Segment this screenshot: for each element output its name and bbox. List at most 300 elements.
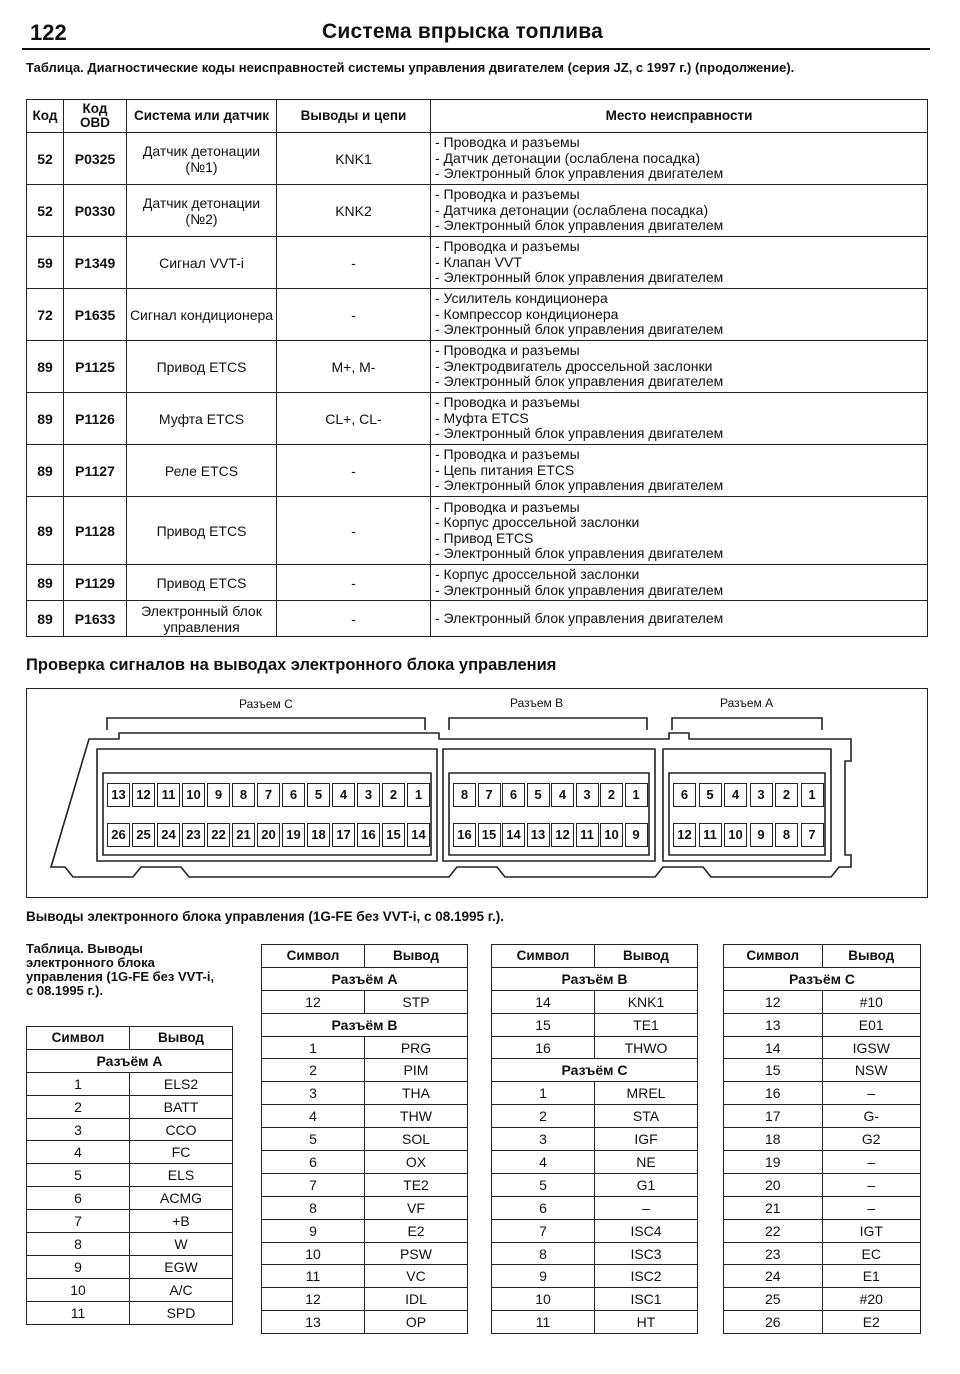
pin-symbol: 6 — [27, 1187, 130, 1210]
pin-table-3 — [491, 944, 698, 1334]
bracket-b — [449, 718, 647, 730]
pin-symbol: 4 — [262, 1105, 365, 1128]
pin-symbol: 21 — [724, 1196, 823, 1219]
location-line: - Цепь питания ETCS — [435, 461, 575, 478]
pin-symbol: 2 — [27, 1095, 130, 1118]
pin-output: OP — [365, 1311, 468, 1334]
pin-row — [492, 1151, 698, 1174]
pin-output: ELS — [130, 1164, 233, 1187]
diag-row — [27, 445, 928, 497]
col-pins: Выводы и цепи — [277, 100, 431, 133]
pin-output: VC — [365, 1265, 468, 1288]
pin-symbol: 12 — [262, 990, 365, 1013]
col-system: Система или датчик — [127, 100, 277, 133]
pin-output: MREL — [595, 1082, 698, 1105]
connector-b-pin: 8 — [453, 783, 476, 807]
pin-row — [724, 1036, 921, 1059]
pin-symbol: 9 — [492, 1265, 595, 1288]
diag-code: 52 — [27, 133, 64, 185]
connector-a-pin: 12 — [673, 823, 696, 847]
connector-c-pin: 16 — [357, 823, 380, 847]
pin-output: STP — [365, 990, 468, 1013]
connector-b-pin: 11 — [576, 823, 599, 847]
diag-pins: - — [277, 289, 431, 341]
pin-col-pin: Вывод — [822, 945, 921, 968]
connector-b-pin: 7 — [478, 783, 501, 807]
connector-a-pin: 7 — [801, 823, 824, 847]
location-line: - Проводка и разъемы — [435, 342, 580, 359]
pin-row — [724, 1173, 921, 1196]
pin-symbol: 11 — [27, 1301, 130, 1324]
connector-c-pin: 13 — [107, 783, 130, 807]
pin-output: E01 — [822, 1013, 921, 1036]
location-line: - Электронный блок управления двигателем — [435, 321, 724, 338]
diag-row — [27, 185, 928, 237]
diag-pins: - — [277, 601, 431, 637]
pin-symbol: 12 — [262, 1288, 365, 1311]
pin-section-row — [262, 967, 468, 990]
diag-code: 89 — [27, 497, 64, 565]
diag-table-caption: Таблица. Диагностические коды неисправностей системы управления двигателем (серия JZ, с 1997 г.) (продолжение). — [26, 60, 795, 75]
pin-output: EGW — [130, 1255, 233, 1278]
diag-system: Привод ETCS — [127, 497, 277, 565]
pin-symbol: 10 — [262, 1242, 365, 1265]
pin-symbol: 17 — [724, 1105, 823, 1128]
pin-symbol: 20 — [724, 1173, 823, 1196]
pin-table-4 — [723, 944, 921, 1334]
pin-row — [492, 1219, 698, 1242]
connector-a-pin: 3 — [750, 783, 773, 807]
connector-a-pin: 1 — [801, 783, 824, 807]
diag-obd: P0330 — [64, 185, 127, 237]
pin-row — [262, 1219, 468, 1242]
connector-c-pin: 19 — [282, 823, 305, 847]
pin-section-row — [492, 967, 698, 990]
pin-row — [724, 1105, 921, 1128]
col-location: Место неисправности — [431, 100, 928, 133]
pin-output: TE1 — [595, 1013, 698, 1036]
diag-system: Датчик детонации (№2) — [127, 185, 277, 237]
diag-code: 59 — [27, 237, 64, 289]
pin-symbol: 5 — [492, 1173, 595, 1196]
pin-table-2 — [261, 944, 468, 1334]
pin-row — [492, 1036, 698, 1059]
pin-row — [724, 1288, 921, 1311]
location-line: - Проводка и разъемы — [435, 134, 580, 151]
diag-system: Муфта ETCS — [127, 393, 277, 445]
pin-symbol: 7 — [262, 1173, 365, 1196]
connector-c-pin: 24 — [157, 823, 180, 847]
pin-output: ELS2 — [130, 1072, 233, 1095]
pin-output: A/C — [130, 1278, 233, 1301]
pin-symbol: 3 — [262, 1082, 365, 1105]
connector-c-pin: 5 — [307, 783, 330, 807]
pin-output: W — [130, 1233, 233, 1256]
pin-section-label: Разъём С — [724, 967, 921, 990]
pin-symbol: 9 — [262, 1219, 365, 1242]
connector-c-pin: 14 — [407, 823, 430, 847]
page-number: 122 — [30, 20, 67, 45]
pin-symbol: 1 — [492, 1082, 595, 1105]
connector-a-pin: 5 — [699, 783, 722, 807]
pin-symbol: 16 — [724, 1082, 823, 1105]
pin-symbol: 19 — [724, 1151, 823, 1174]
pin-row — [262, 1059, 468, 1082]
pin-row — [27, 1187, 233, 1210]
location-line: - Электронный блок управления двигателем — [435, 477, 724, 494]
pin-row — [262, 1036, 468, 1059]
pin-row — [27, 1118, 233, 1141]
figure-caption: Выводы электронного блока управления (1G-FE без VVT-i, с 08.1995 г.). — [26, 909, 505, 924]
pin-row — [27, 1072, 233, 1095]
connector-c-pin: 1 — [407, 783, 430, 807]
pin-output: IGSW — [822, 1036, 921, 1059]
pin-table-header — [492, 945, 698, 968]
connector-c-pin: 3 — [357, 783, 380, 807]
pin-row — [492, 1311, 698, 1334]
location-line: - Проводка и разъемы — [435, 498, 580, 515]
pin-row — [27, 1095, 233, 1118]
pin-output: G- — [822, 1105, 921, 1128]
pin-symbol: 13 — [262, 1311, 365, 1334]
diag-row — [27, 565, 928, 601]
diag-location — [431, 341, 928, 393]
pin-output: – — [822, 1196, 921, 1219]
pin-row — [262, 1242, 468, 1265]
pin-row — [492, 1288, 698, 1311]
pin-col-pin: Вывод — [365, 945, 468, 968]
connector-a-label: Разъем А — [720, 696, 774, 710]
location-line: - Проводка и разъемы — [435, 238, 580, 255]
connector-c-pin: 10 — [182, 783, 205, 807]
diag-location — [431, 289, 928, 341]
location-line: - Проводка и разъемы — [435, 186, 580, 203]
pin-output: OX — [365, 1151, 468, 1174]
diag-obd: P1126 — [64, 393, 127, 445]
location-line: - Муфта ETCS — [435, 409, 529, 426]
pin-section-label: Разъём В — [492, 967, 698, 990]
location-line: - Компрессор кондиционера — [435, 305, 619, 322]
section-title: Проверка сигналов на выводах электронного блока управления — [26, 656, 557, 674]
pin-output: E2 — [822, 1311, 921, 1334]
diag-row — [27, 341, 928, 393]
pin-output: PRG — [365, 1036, 468, 1059]
pin-row — [262, 1173, 468, 1196]
diag-pins: KNK1 — [277, 133, 431, 185]
connector-c-pin: 2 — [382, 783, 405, 807]
diag-obd: P1633 — [64, 601, 127, 637]
pin-symbol: 22 — [724, 1219, 823, 1242]
pin-row — [262, 1311, 468, 1334]
connector-b-pin: 12 — [551, 823, 574, 847]
connector-b-pin: 15 — [478, 823, 501, 847]
connector-c-pin: 21 — [232, 823, 255, 847]
diag-header-row — [27, 100, 928, 133]
connector-b-pin: 1 — [625, 783, 648, 807]
pin-output: ISC3 — [595, 1242, 698, 1265]
diag-pins: - — [277, 237, 431, 289]
pin-symbol: 8 — [27, 1233, 130, 1256]
location-line: - Датчик детонации (ослаблена посадка) — [435, 149, 701, 166]
pin-row — [724, 1196, 921, 1219]
diag-system: Датчик детонации (№1) — [127, 133, 277, 185]
pin-symbol: 26 — [724, 1311, 823, 1334]
pin-output: – — [822, 1082, 921, 1105]
diag-location — [431, 497, 928, 565]
connector-c-pin: 4 — [332, 783, 355, 807]
pin-table-header — [724, 945, 921, 968]
diag-location — [431, 445, 928, 497]
diag-location — [431, 133, 928, 185]
pin-col-symbol: Символ — [27, 1027, 130, 1050]
pin-row — [492, 1265, 698, 1288]
pin-section-row — [262, 1013, 468, 1036]
pin-row — [262, 1128, 468, 1151]
pin-output: – — [822, 1173, 921, 1196]
connector-c-pin: 11 — [157, 783, 180, 807]
pin-row — [492, 1105, 698, 1128]
diag-obd: P0325 — [64, 133, 127, 185]
pin-output: BATT — [130, 1095, 233, 1118]
pin-output: THWO — [595, 1036, 698, 1059]
connector-a-pin: 9 — [750, 823, 773, 847]
connector-c-pin: 18 — [307, 823, 330, 847]
pin-symbol: 14 — [724, 1036, 823, 1059]
diag-pins: - — [277, 445, 431, 497]
diag-code: 89 — [27, 393, 64, 445]
pin-symbol: 4 — [492, 1151, 595, 1174]
diag-obd: P1129 — [64, 565, 127, 601]
pin-row — [724, 1265, 921, 1288]
pin-output: SPD — [130, 1301, 233, 1324]
pin-output: EC — [822, 1242, 921, 1265]
pin-output: NSW — [822, 1059, 921, 1082]
connector-c-pin: 23 — [182, 823, 205, 847]
pin-output: IGF — [595, 1128, 698, 1151]
pin-output: NE — [595, 1151, 698, 1174]
location-line: - Усилитель кондиционера — [435, 290, 608, 307]
location-line: - Корпус дроссельной заслонки — [435, 566, 640, 582]
pin-symbol: 14 — [492, 990, 595, 1013]
pin-row — [724, 1013, 921, 1036]
pin-row — [262, 990, 468, 1013]
pin-symbol: 2 — [492, 1105, 595, 1128]
pin-output: STA — [595, 1105, 698, 1128]
page-title: Система впрыска топлива — [322, 20, 603, 43]
pin-symbol: 11 — [492, 1311, 595, 1334]
pin-symbol: 4 — [27, 1141, 130, 1164]
diag-row — [27, 601, 928, 637]
connector-c-pin: 20 — [257, 823, 280, 847]
connector-b-pin: 6 — [502, 783, 525, 807]
connector-a-pin: 6 — [673, 783, 696, 807]
pin-col-symbol: Символ — [492, 945, 595, 968]
diag-codes-table — [26, 99, 928, 637]
connector-b-pin: 9 — [625, 823, 648, 847]
pin-row — [492, 1082, 698, 1105]
pin-output: E1 — [822, 1265, 921, 1288]
pin-output: ISC2 — [595, 1265, 698, 1288]
pin-section-label: Разъём С — [492, 1059, 698, 1082]
pin-col-pin: Вывод — [595, 945, 698, 968]
pin-output: G2 — [822, 1128, 921, 1151]
connector-b-pin: 3 — [576, 783, 599, 807]
pin-output: #20 — [822, 1288, 921, 1311]
diag-system: Электронный блок управления — [127, 601, 277, 637]
pin-output: FC — [130, 1141, 233, 1164]
diag-location — [431, 185, 928, 237]
connector-c-pin: 15 — [382, 823, 405, 847]
connector-c-pin: 9 — [207, 783, 230, 807]
pin-row — [262, 1082, 468, 1105]
pin-symbol: 13 — [724, 1013, 823, 1036]
pin-symbol: 3 — [492, 1128, 595, 1151]
pin-output: +B — [130, 1210, 233, 1233]
pin-output: – — [595, 1196, 698, 1219]
pin-section-label: Разъём В — [262, 1013, 468, 1036]
connector-b-label: Разъем В — [510, 696, 564, 710]
diag-obd: P1349 — [64, 237, 127, 289]
pin-row — [27, 1141, 233, 1164]
connector-a-pin: 8 — [775, 823, 798, 847]
pin-row — [262, 1105, 468, 1128]
pin-row — [724, 1082, 921, 1105]
pin-symbol: 5 — [262, 1128, 365, 1151]
pin-row — [492, 1173, 698, 1196]
connector-a-pin: 10 — [724, 823, 747, 847]
diag-row — [27, 237, 928, 289]
connector-c-pin: 22 — [207, 823, 230, 847]
diag-system: Сигнал VVT-i — [127, 237, 277, 289]
pin-row — [724, 1242, 921, 1265]
connector-c-pin: 12 — [132, 783, 155, 807]
pin-symbol: 5 — [27, 1164, 130, 1187]
pin-output: ISC4 — [595, 1219, 698, 1242]
pin-symbol: 9 — [27, 1255, 130, 1278]
pin-row — [492, 990, 698, 1013]
diag-row — [27, 393, 928, 445]
pin-symbol: 12 — [724, 990, 823, 1013]
pin-row — [724, 990, 921, 1013]
pin-row — [724, 1059, 921, 1082]
diag-system: Привод ETCS — [127, 565, 277, 601]
connector-c-label: Разъем С — [239, 697, 293, 711]
connector-c-pin: 25 — [132, 823, 155, 847]
location-line: - Проводка и разъемы — [435, 446, 580, 463]
pin-output: PSW — [365, 1242, 468, 1265]
connector-b-pin: 16 — [453, 823, 476, 847]
pin-output: KNK1 — [595, 990, 698, 1013]
pin-symbol: 24 — [724, 1265, 823, 1288]
pin-row — [27, 1301, 233, 1324]
pin-table-header — [27, 1027, 233, 1050]
pin-row — [27, 1210, 233, 1233]
pin-table-caption: Таблица. Выводы электронного блока управления (1G-FE без VVT-i, с 08.1995 г.). — [26, 941, 215, 998]
pin-output: ISC1 — [595, 1288, 698, 1311]
pin-col-symbol: Символ — [724, 945, 823, 968]
location-line: - Электронный блок управления двигателем — [435, 373, 724, 390]
location-line: - Электронный блок управления двигателем — [435, 581, 724, 598]
diag-location — [431, 237, 928, 289]
pin-output: E2 — [365, 1219, 468, 1242]
pin-symbol: 2 — [262, 1059, 365, 1082]
pin-row — [262, 1151, 468, 1174]
pin-output: G1 — [595, 1173, 698, 1196]
connector-c-pin: 26 — [107, 823, 130, 847]
pin-symbol: 8 — [262, 1196, 365, 1219]
page-header — [22, 14, 930, 50]
pin-symbol: 11 — [262, 1265, 365, 1288]
diag-pins: CL+, CL- — [277, 393, 431, 445]
diag-system: Реле ETCS — [127, 445, 277, 497]
diag-code: 52 — [27, 185, 64, 237]
pin-row — [262, 1265, 468, 1288]
connector-c-pin: 17 — [332, 823, 355, 847]
pin-symbol: 25 — [724, 1288, 823, 1311]
location-line: - Электронный блок управления двигателем — [435, 217, 724, 234]
location-line: - Проводка и разъемы — [435, 394, 580, 411]
pin-row — [262, 1288, 468, 1311]
location-line: - Электронный блок управления двигателем — [435, 545, 724, 561]
pin-table-header — [262, 945, 468, 968]
pin-section-label: Разъём А — [262, 967, 468, 990]
pin-symbol: 8 — [492, 1242, 595, 1265]
diag-pins: - — [277, 497, 431, 565]
pin-row — [27, 1255, 233, 1278]
diag-code: 89 — [27, 445, 64, 497]
col-code: Код — [27, 100, 64, 133]
diag-code: 89 — [27, 565, 64, 601]
pin-symbol: 6 — [262, 1151, 365, 1174]
diag-pins: KNK2 — [277, 185, 431, 237]
connector-c-pin: 6 — [282, 783, 305, 807]
pin-row — [724, 1219, 921, 1242]
location-line: - Электронный блок управления двигателем — [435, 609, 724, 626]
diag-code: 89 — [27, 341, 64, 393]
location-line: - Электронный блок управления двигателем — [435, 425, 724, 442]
connector-b-pin: 10 — [600, 823, 623, 847]
diag-pins: - — [277, 565, 431, 601]
pin-symbol: 10 — [27, 1278, 130, 1301]
diag-obd: P1127 — [64, 445, 127, 497]
pin-section-label: Разъём А — [27, 1049, 233, 1072]
pin-symbol: 23 — [724, 1242, 823, 1265]
connector-diagram — [26, 688, 928, 898]
location-line: - Электронный блок управления двигателем — [435, 269, 724, 286]
diag-location — [431, 601, 928, 637]
diag-location — [431, 393, 928, 445]
bracket-c — [107, 718, 425, 730]
pin-symbol: 6 — [492, 1196, 595, 1219]
pin-output: – — [822, 1151, 921, 1174]
connector-b-pin: 5 — [527, 783, 550, 807]
location-line: - Корпус дроссельной заслонки — [435, 514, 640, 530]
pin-section-row — [27, 1049, 233, 1072]
pin-row — [492, 1128, 698, 1151]
pin-output: PIM — [365, 1059, 468, 1082]
pin-row — [492, 1242, 698, 1265]
pin-col-symbol: Символ — [262, 945, 365, 968]
pin-symbol: 7 — [27, 1210, 130, 1233]
diag-system: Привод ETCS — [127, 341, 277, 393]
connector-c-pin: 7 — [257, 783, 280, 807]
pin-symbol: 15 — [724, 1059, 823, 1082]
pin-output: IDL — [365, 1288, 468, 1311]
pin-output: SOL — [365, 1128, 468, 1151]
diag-row — [27, 497, 928, 565]
pin-symbol: 18 — [724, 1128, 823, 1151]
location-line: - Электродвигатель дроссельной заслонки — [435, 357, 713, 374]
